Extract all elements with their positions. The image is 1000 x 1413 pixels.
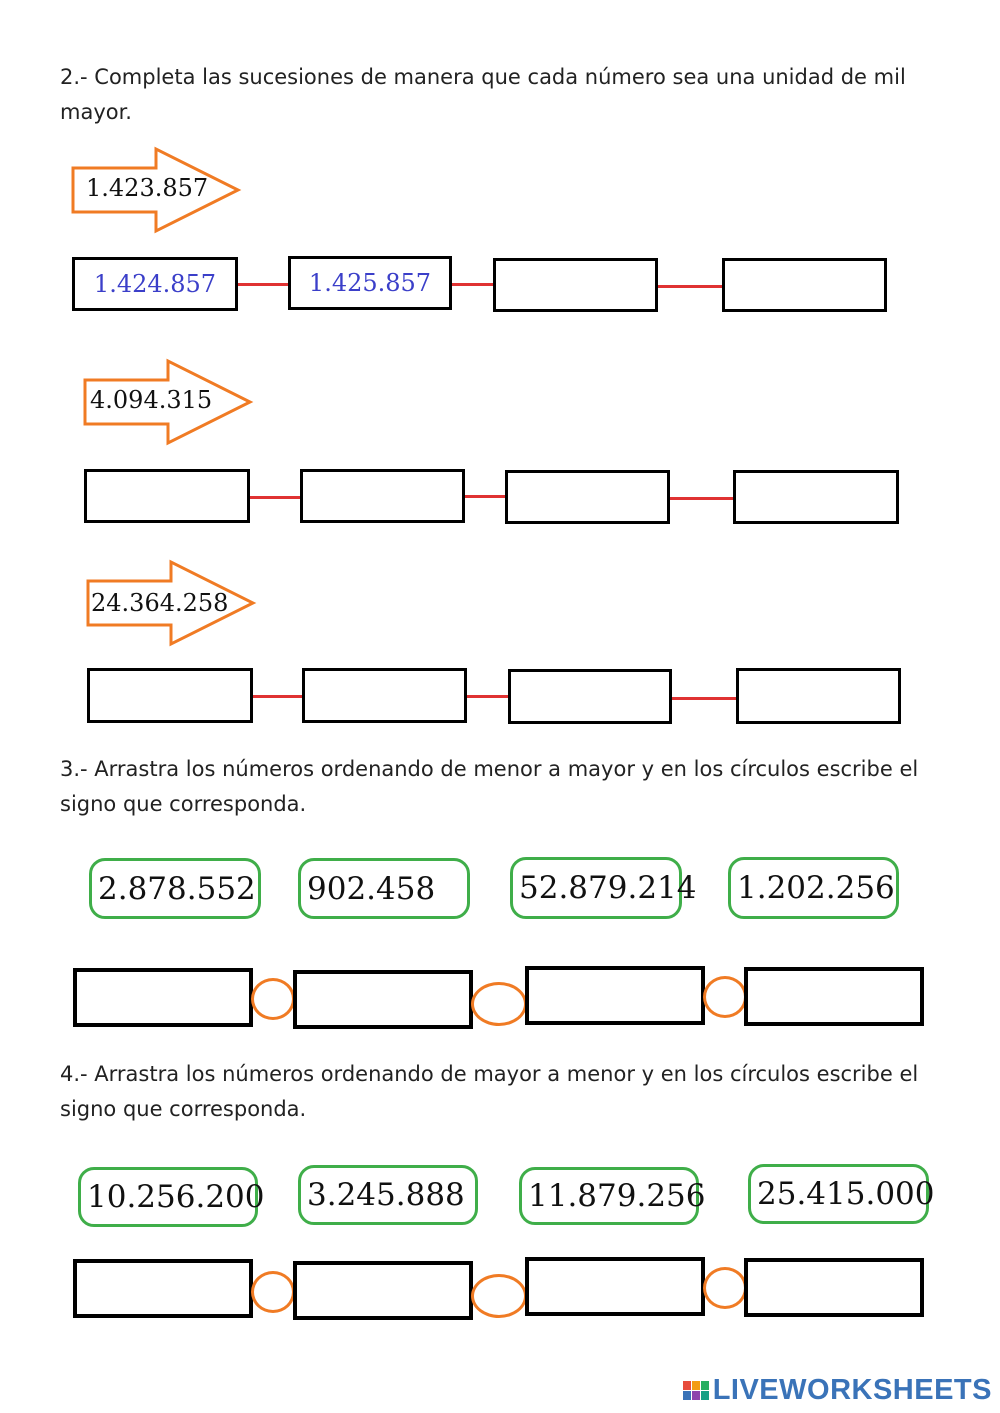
- liveworksheets-logo-icon: [683, 1381, 709, 1400]
- drop-box-4-2[interactable]: [293, 1261, 473, 1320]
- connector-line: [465, 495, 505, 498]
- tile-number: 1.202.256: [737, 870, 895, 906]
- connector-line: [452, 283, 493, 286]
- brand-name: LIVEWORKSHEETS: [712, 1374, 992, 1406]
- drop-box-4-3[interactable]: [525, 1257, 705, 1316]
- draggable-number-tile[interactable]: [89, 858, 261, 919]
- sign-circle-input[interactable]: [251, 978, 295, 1020]
- sign-circle-input[interactable]: [703, 976, 747, 1018]
- answer-box-2-4[interactable]: [733, 470, 899, 524]
- sign-circle-input[interactable]: [703, 1267, 747, 1309]
- connector-line: [238, 283, 288, 286]
- tile-number: 10.256.200: [87, 1179, 265, 1215]
- draggable-number-tile[interactable]: [728, 857, 899, 919]
- connector-line: [658, 285, 722, 288]
- liveworksheets-branding: [683, 1374, 992, 1407]
- drop-box-3-4[interactable]: [744, 967, 924, 1026]
- drop-box-3-2[interactable]: [293, 970, 473, 1029]
- start-number-arrow-3: [85, 559, 257, 647]
- start-number-arrow-1: [70, 146, 242, 234]
- answer-box-3-2[interactable]: [302, 668, 467, 723]
- exercise-2-instruction: 2.- Completa las sucesiones de manera que cada número sea una unidad de mil mayor.: [60, 65, 906, 124]
- drop-box-3-1[interactable]: [73, 968, 253, 1027]
- answer-box-3-4[interactable]: [736, 668, 901, 724]
- tile-number: 11.879.256: [528, 1178, 706, 1214]
- draggable-number-tile[interactable]: [78, 1167, 265, 1227]
- answer-value: 1.424.857: [93, 270, 217, 298]
- exercise-4-instruction: 4.- Arrastra los números ordenando de mayor a menor y en los círculos escribe el signo que corresponda.: [60, 1062, 919, 1121]
- answer-box-1-1[interactable]: [72, 257, 238, 311]
- draggable-number-tile[interactable]: [298, 858, 470, 919]
- drop-box-4-4[interactable]: [744, 1258, 924, 1317]
- start-number: 4.094.315: [90, 386, 213, 414]
- draggable-number-tile[interactable]: [298, 1165, 478, 1225]
- answer-box-2-2[interactable]: [300, 469, 465, 523]
- tile-number: 902.458: [307, 870, 436, 907]
- answer-box-1-4[interactable]: [722, 258, 887, 312]
- start-number: 24.364.258: [91, 589, 229, 617]
- connector-line: [670, 497, 733, 500]
- connector-line: [467, 695, 508, 698]
- drop-box-3-3[interactable]: [525, 966, 705, 1025]
- draggable-number-tile[interactable]: [510, 857, 697, 919]
- sign-circle-input[interactable]: [251, 1271, 295, 1313]
- tile-number: 2.878.552: [98, 870, 256, 907]
- answer-box-1-3[interactable]: [493, 258, 658, 312]
- connector-line: [250, 496, 300, 499]
- sign-circle-input[interactable]: [471, 1274, 527, 1318]
- connector-line: [253, 695, 302, 698]
- answer-box-2-1[interactable]: [84, 469, 250, 523]
- answer-box-3-1[interactable]: [87, 668, 253, 723]
- answer-box-3-3[interactable]: [508, 669, 672, 724]
- answer-value: 1.425.857: [308, 269, 432, 297]
- draggable-number-tile[interactable]: [519, 1167, 706, 1225]
- exercise-3-instruction: 3.- Arrastra los números ordenando de menor a mayor y en los círculos escribe el signo que corresponda.: [60, 757, 919, 816]
- tile-number: 52.879.214: [519, 870, 697, 906]
- answer-box-1-2[interactable]: [288, 256, 452, 310]
- drop-box-4-1[interactable]: [73, 1259, 253, 1318]
- sign-circle-input[interactable]: [471, 982, 527, 1026]
- tile-number: 3.245.888: [307, 1177, 465, 1213]
- tile-number: 25.415.000: [757, 1176, 935, 1212]
- start-number: 1.423.857: [86, 174, 209, 202]
- connector-line: [672, 697, 736, 700]
- start-number-arrow-2: [82, 358, 254, 446]
- draggable-number-tile[interactable]: [748, 1164, 935, 1224]
- answer-box-2-3[interactable]: [505, 470, 670, 524]
